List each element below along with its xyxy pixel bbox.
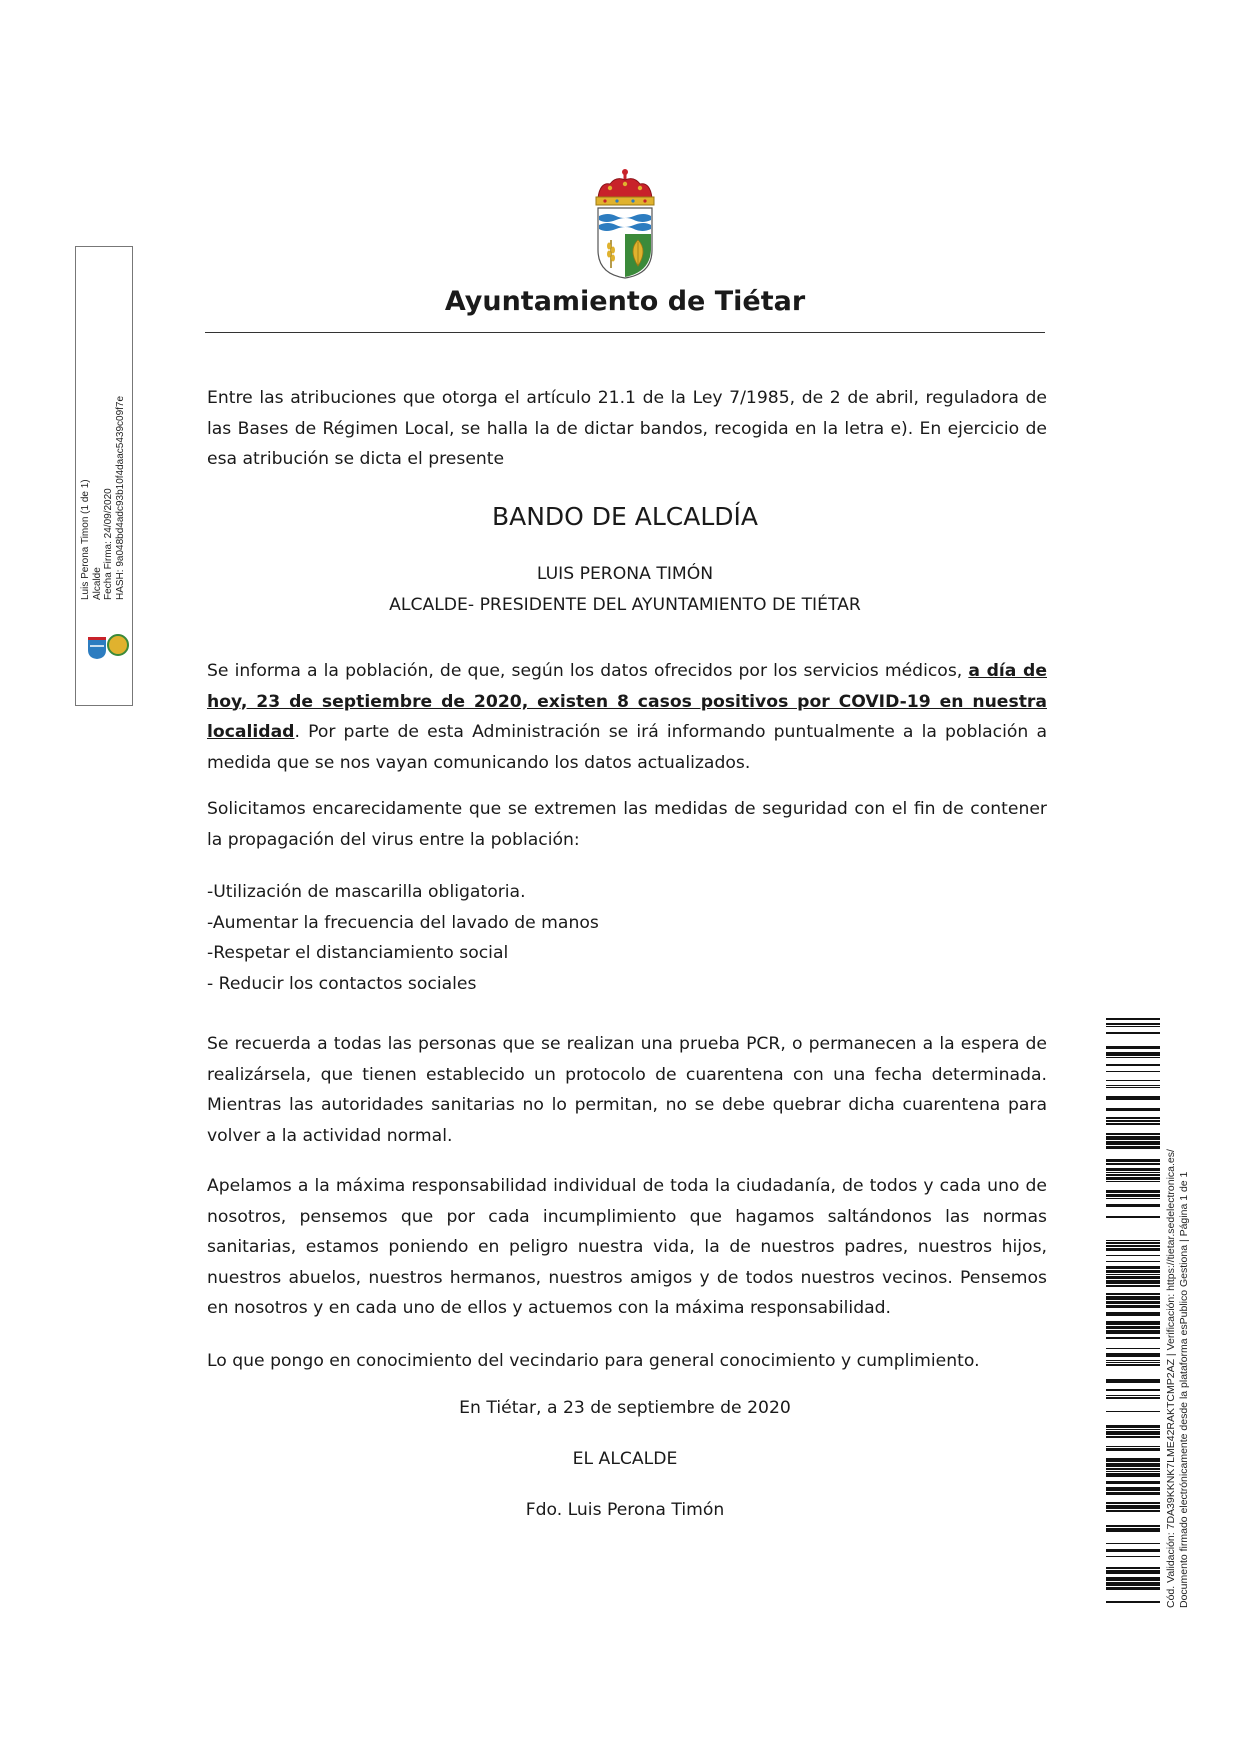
closing-paragraph: Lo que pongo en conocimiento del vecindario para general conocimiento y cumplimiento. xyxy=(207,1351,980,1371)
list-item: -Aumentar la frecuencia del lavado de manos xyxy=(207,912,599,933)
coat-of-arms-icon xyxy=(590,168,660,280)
organization-name: Ayuntamiento de Tiétar xyxy=(444,286,806,317)
list-item: - Reducir los contactos sociales xyxy=(207,973,477,994)
info-highlight: a día de hoy, 23 de septiembre de 2020, existen 8 casos positivos por COVID-19 en nuestra localidad xyxy=(207,661,1047,742)
list-item: -Respetar el distanciamiento social xyxy=(207,943,509,963)
intro-paragraph: Entre las atribuciones que otorga el artículo 21.1 de la Ley 7/1985, de 2 de abril, reguladora de las Bases de Régimen Local, se halla la de dictar bandos, recogida en la letra e). En ejercicio de esa atribución se dicta el presente xyxy=(207,388,1047,469)
signature-name: Fdo. Luis Perona Timón xyxy=(525,1500,725,1520)
covid-info-paragraph xyxy=(207,656,1047,778)
bando-title: BANDO DE ALCALDÍA xyxy=(491,502,759,531)
measures-list xyxy=(207,877,907,999)
place-date: En Tiétar, a 23 de septiembre de 2020 xyxy=(459,1398,791,1418)
barcode-icon xyxy=(1106,1018,1160,1608)
signature-role: EL ALCALDE xyxy=(572,1449,678,1469)
signature-stamp-text xyxy=(80,300,126,600)
appeal-paragraph: Apelamos a la máxima responsabilidad individual de toda la ciudadanía, de todos y cada uno de nosotros, pensemos que por cada incumplimiento que hagamos saltándonos las normas sanitarias, estamos poniendo en peligro nuestra vida, la de nuestros padres, nuestros hijos, nuestros abuelos, nuestros hermanos, nuestros amigos y de todos nuestros vecinos. Pensemos en nosotros y en cada uno de ellos y actuemos con la máxima responsabilidad. xyxy=(207,1176,1047,1318)
info-text: . Por parte de esta Administración se irá informando puntualmente a la población a medida que se nos vayan comunicando los datos actualizados. xyxy=(207,722,1047,773)
mayor-name: LUIS PERONA TIMÓN xyxy=(536,564,714,584)
header-divider xyxy=(205,332,1045,333)
request-paragraph: Solicitamos encarecidamente que se extremen las medidas de seguridad con el fin de contener la propagación del virus entre la población: xyxy=(207,799,1047,850)
stamp-line: Alcalde xyxy=(91,567,103,600)
verification-line: Cód. Validación: 7DA39KKNK7LME42RAKTCMP2AZ | Verificación: https://tietar.sedelectronica.es/ xyxy=(1165,1149,1177,1608)
stamp-logo-icon xyxy=(84,628,130,662)
info-text: Se informa a la población, de que, según los datos ofrecidos por los servicios médicos, xyxy=(207,661,969,681)
stamp-line: Fecha Firma: 24/09/2020 xyxy=(103,488,114,600)
verification-line: Documento firmado electrónicamente desde la plataforma esPublico Gestiona | Página 1 de 1 xyxy=(1178,1171,1190,1608)
pcr-paragraph: Se recuerda a todas las personas que se realizan una prueba PCR, o permanecen a la espera de realizársela, que tienen establecido un protocolo de cuarentena con una fecha determinada. Mientras las autoridades sanitarias no lo permitan, no se debe quebrar dicha cuarentena para volver a la actividad normal. xyxy=(207,1034,1047,1146)
stamp-line: HASH: 9a048bd4adc93b10f4daac5439c09f7e xyxy=(114,395,126,600)
verification-note xyxy=(1165,1018,1191,1608)
mayor-role: ALCALDE- PRESIDENTE DEL AYUNTAMIENTO DE TIÉTAR xyxy=(389,595,861,615)
stamp-line: Luis Perona Timon (1 de 1) xyxy=(80,479,91,600)
list-item: -Utilización de mascarilla obligatoria. xyxy=(207,882,526,902)
